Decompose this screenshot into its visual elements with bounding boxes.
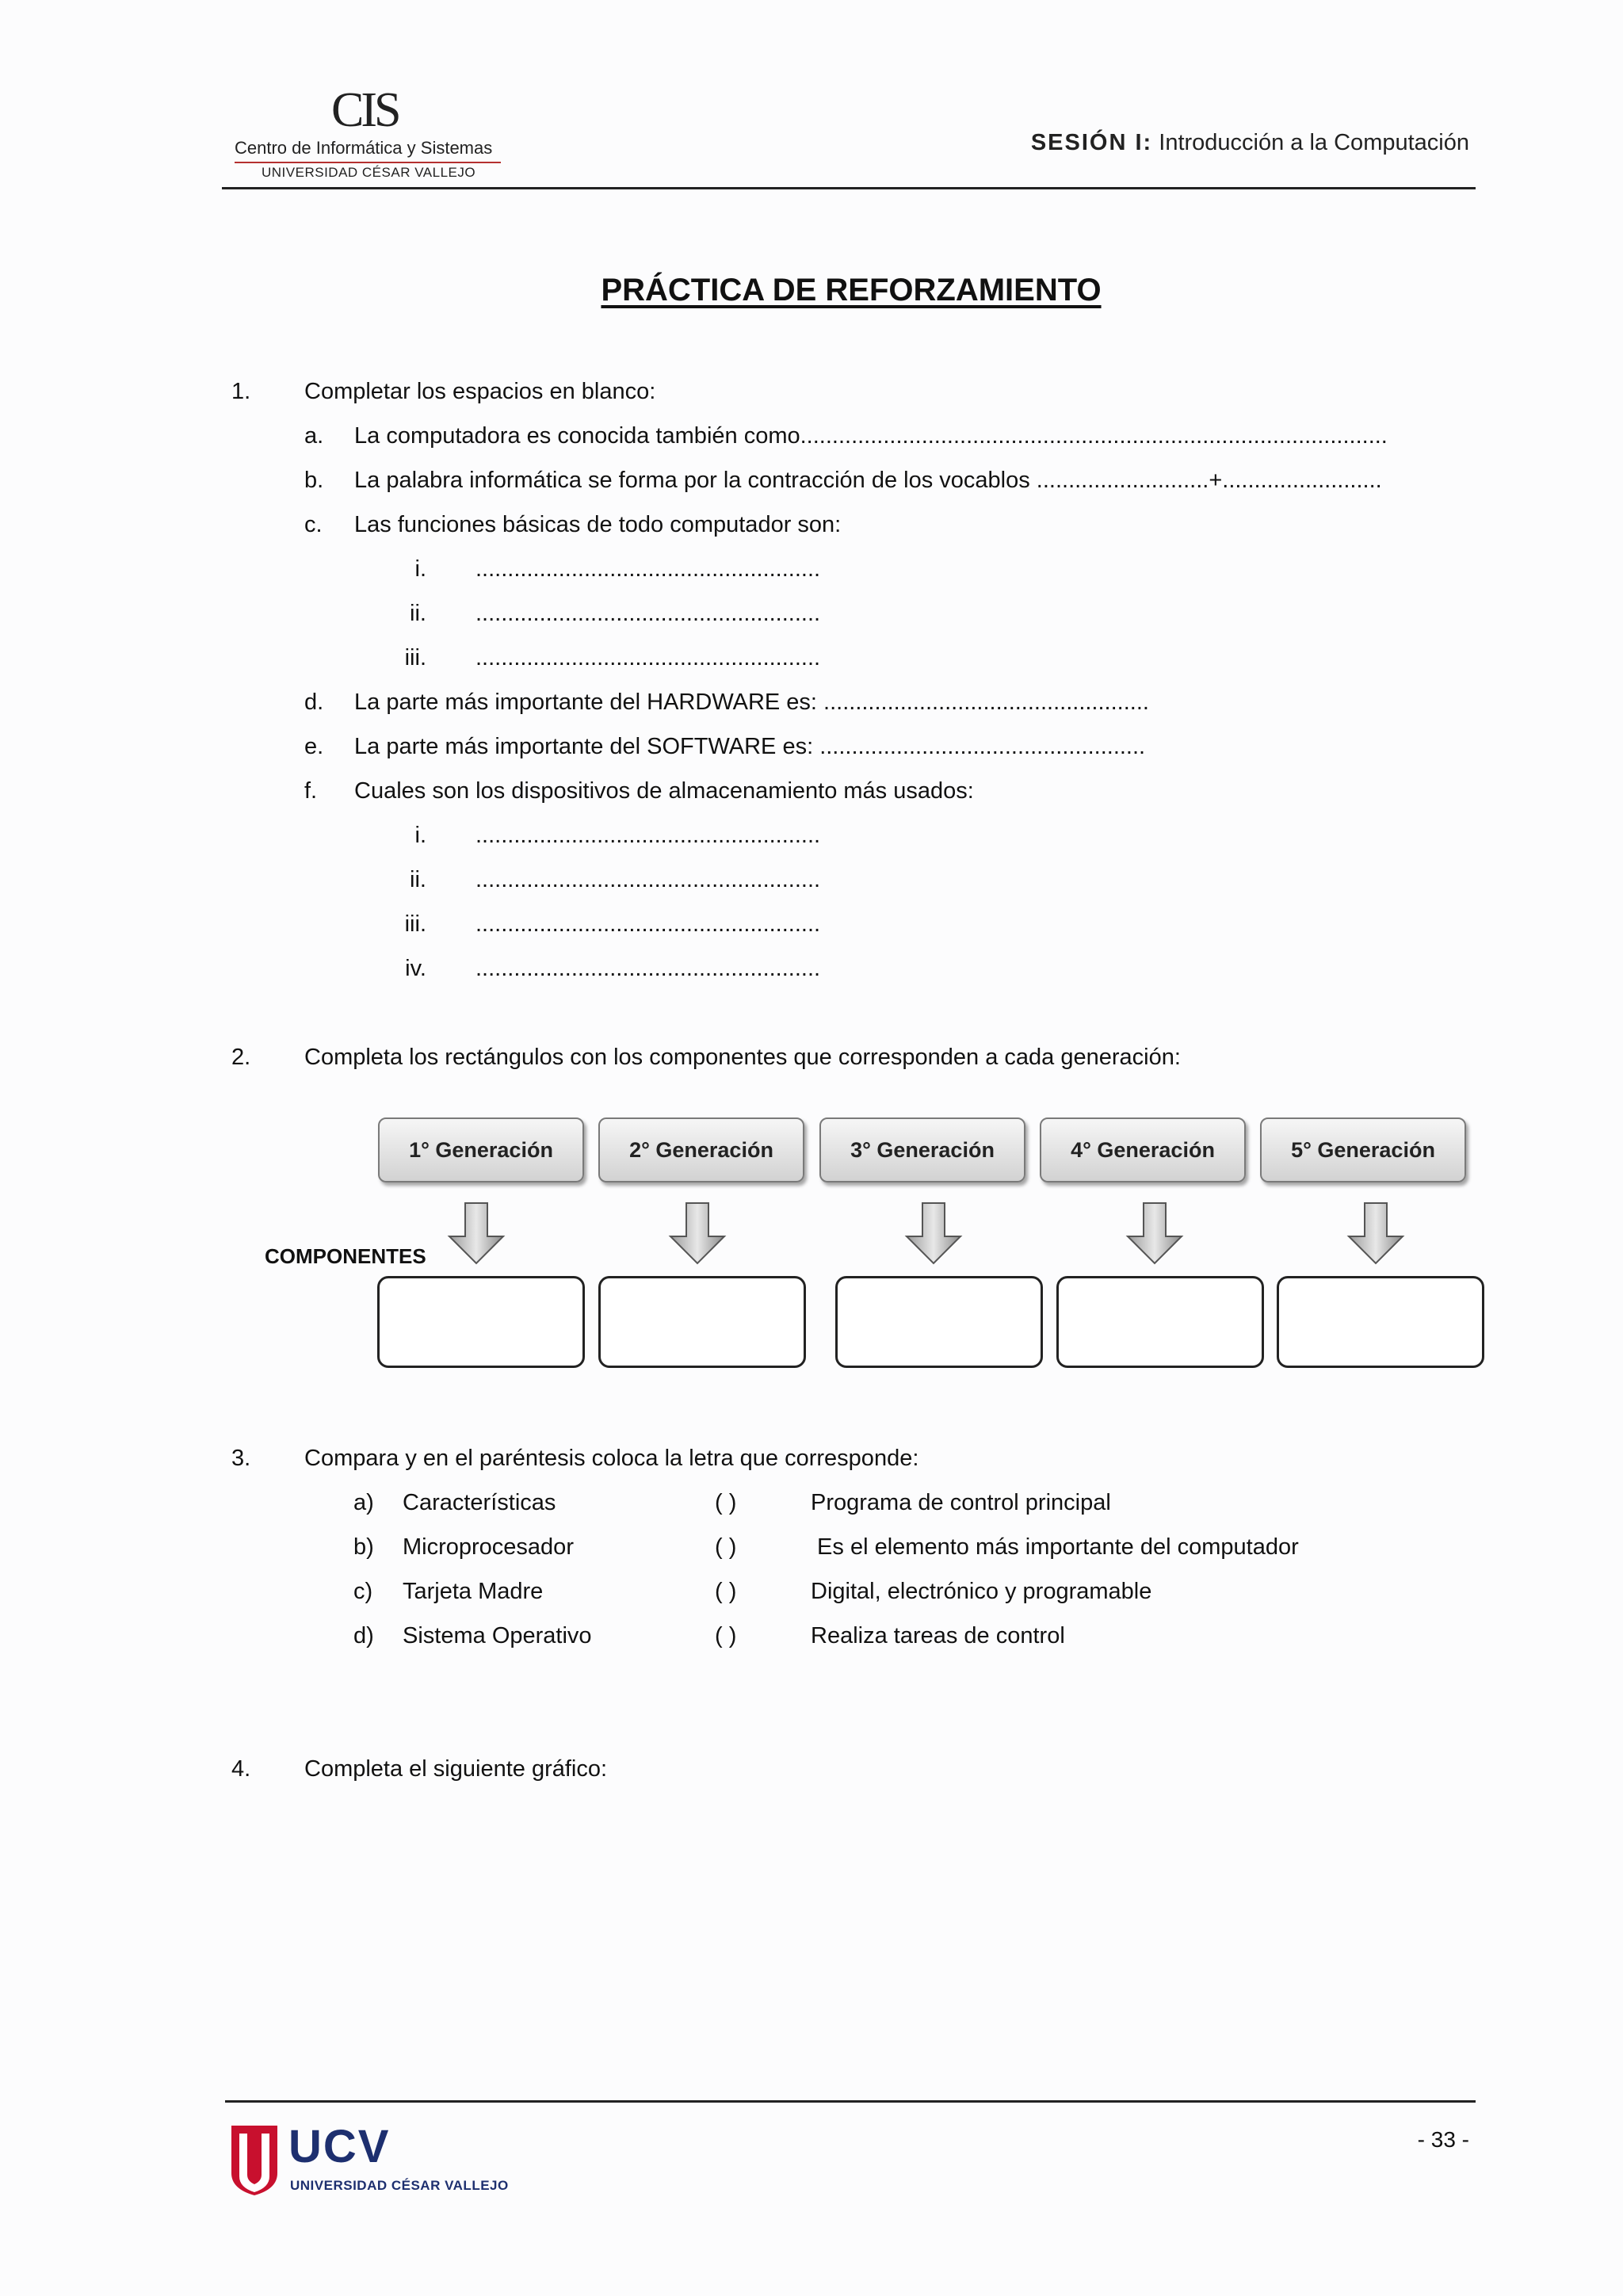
component-answer-box[interactable]	[1277, 1276, 1484, 1368]
q4-text: Completa el siguiente gráfico:	[304, 1756, 608, 1782]
ucv-logo-text: UNIVERSIDAD CÉSAR VALLEJO	[290, 2178, 509, 2193]
page-title: PRÁCTICA DE REFORZAMIENTO	[601, 273, 1102, 308]
component-answer-box[interactable]	[1056, 1276, 1264, 1368]
q1-e-text: La parte más importante del SOFTWARE es: ...................................................	[354, 734, 1146, 759]
q3-row-letter: b)	[353, 1534, 374, 1560]
session-title: Introducción a la Computación	[1152, 130, 1469, 155]
q1-b-text: La palabra informática se forma por la contracción de los vocablos ...........................+.........................	[354, 468, 1382, 493]
component-answer-box[interactable]	[377, 1276, 585, 1368]
q1-a-letter: a.	[304, 423, 324, 449]
q2-text: Completa los rectángulos con los componentes que corresponden a cada generación:	[304, 1045, 1181, 1070]
q3-row-letter: c)	[353, 1579, 373, 1604]
ucv-shield-icon	[230, 2124, 279, 2197]
q3-row-letter: d)	[353, 1623, 374, 1648]
q3-row-term: Sistema Operativo	[403, 1623, 592, 1648]
generation-5-label: 5° Generación	[1260, 1117, 1466, 1182]
q1-e-letter: e.	[304, 734, 324, 759]
q1-d-text: La parte más importante del HARDWARE es: ...................................................	[354, 690, 1149, 715]
q1-c-item-blank: ......................................................	[475, 645, 821, 670]
q1-d-letter: d.	[304, 690, 324, 715]
q1-f-item-roman: i.	[414, 823, 426, 848]
q3-row-definition: Realiza tareas de control	[811, 1623, 1065, 1648]
ucv-logo-mark: UCV	[288, 2121, 391, 2172]
q3-row-definition: Programa de control principal	[811, 1490, 1111, 1515]
q1-f-text: Cuales son los dispositivos de almacenamiento más usados:	[354, 778, 974, 804]
page-number: - 33 -	[1417, 2127, 1469, 2152]
components-label: COMPONENTES	[265, 1244, 426, 1268]
q3-row-paren[interactable]: ( )	[715, 1534, 737, 1560]
q1-f-item-blank: ......................................................	[475, 823, 821, 848]
generation-4-label: 4° Generación	[1040, 1117, 1246, 1182]
q1-a-text: La computadora es conocida también como............................................................................................	[354, 423, 1388, 449]
session-label: SESIÓN I:	[1030, 130, 1153, 155]
footer-divider	[225, 2100, 1476, 2103]
q1-c-item-roman: i.	[414, 556, 426, 582]
down-arrow-icon	[1344, 1201, 1407, 1266]
component-answer-box[interactable]	[598, 1276, 806, 1368]
q3-row-paren[interactable]: ( )	[715, 1579, 737, 1604]
down-arrow-icon	[445, 1201, 508, 1266]
q1-b-letter: b.	[304, 468, 324, 493]
q2-number: 2.	[231, 1045, 251, 1070]
cis-logo-university: UNIVERSIDAD CÉSAR VALLEJO	[262, 165, 476, 180]
q1-c-text: Las funciones básicas de todo computador son:	[354, 512, 842, 537]
q3-row-term: Características	[403, 1490, 556, 1515]
cis-logo-name: Centro de Informática y Sistemas	[235, 138, 493, 158]
down-arrow-icon	[902, 1201, 965, 1266]
q1-f-item-roman: iii.	[404, 911, 426, 937]
session-heading	[1031, 130, 1469, 156]
q1-number: 1.	[231, 379, 251, 404]
q3-text: Compara y en el paréntesis coloca la letra que corresponde:	[304, 1446, 919, 1471]
q1-c-item-roman: iii.	[404, 645, 426, 670]
q3-number: 3.	[231, 1446, 251, 1471]
generation-3-label: 3° Generación	[819, 1117, 1025, 1182]
q3-row-letter: a)	[353, 1490, 374, 1515]
cis-logo-mark: CIS	[331, 83, 399, 137]
q1-c-item-blank: ......................................................	[475, 556, 821, 582]
header-divider	[222, 187, 1476, 189]
q3-row-definition: Es el elemento más importante del computador	[811, 1534, 1299, 1560]
q3-row-term: Tarjeta Madre	[403, 1579, 544, 1604]
component-answer-box[interactable]	[835, 1276, 1043, 1368]
down-arrow-icon	[666, 1201, 729, 1266]
cis-logo-divider	[235, 162, 501, 163]
generation-2-label: 2° Generación	[598, 1117, 804, 1182]
q1-f-letter: f.	[304, 778, 318, 804]
q1-f-item-blank: ......................................................	[475, 867, 821, 892]
q1-c-item-blank: ......................................................	[475, 601, 821, 626]
q3-row-paren[interactable]: ( )	[715, 1623, 737, 1648]
q1-f-item-roman: iv.	[405, 956, 426, 981]
q4-number: 4.	[231, 1756, 251, 1782]
q1-c-item-roman: ii.	[410, 601, 426, 626]
q3-row-definition: Digital, electrónico y programable	[811, 1579, 1152, 1604]
q1-c-letter: c.	[304, 512, 323, 537]
q3-row-term: Microprocesador	[403, 1534, 574, 1560]
down-arrow-icon	[1123, 1201, 1186, 1266]
generation-1-label: 1° Generación	[378, 1117, 584, 1182]
q1-f-item-blank: ......................................................	[475, 911, 821, 937]
q1-f-item-roman: ii.	[410, 867, 426, 892]
q3-row-paren[interactable]: ( )	[715, 1490, 737, 1515]
q1-text: Completar los espacios en blanco:	[304, 379, 656, 404]
q1-f-item-blank: ......................................................	[475, 956, 821, 981]
